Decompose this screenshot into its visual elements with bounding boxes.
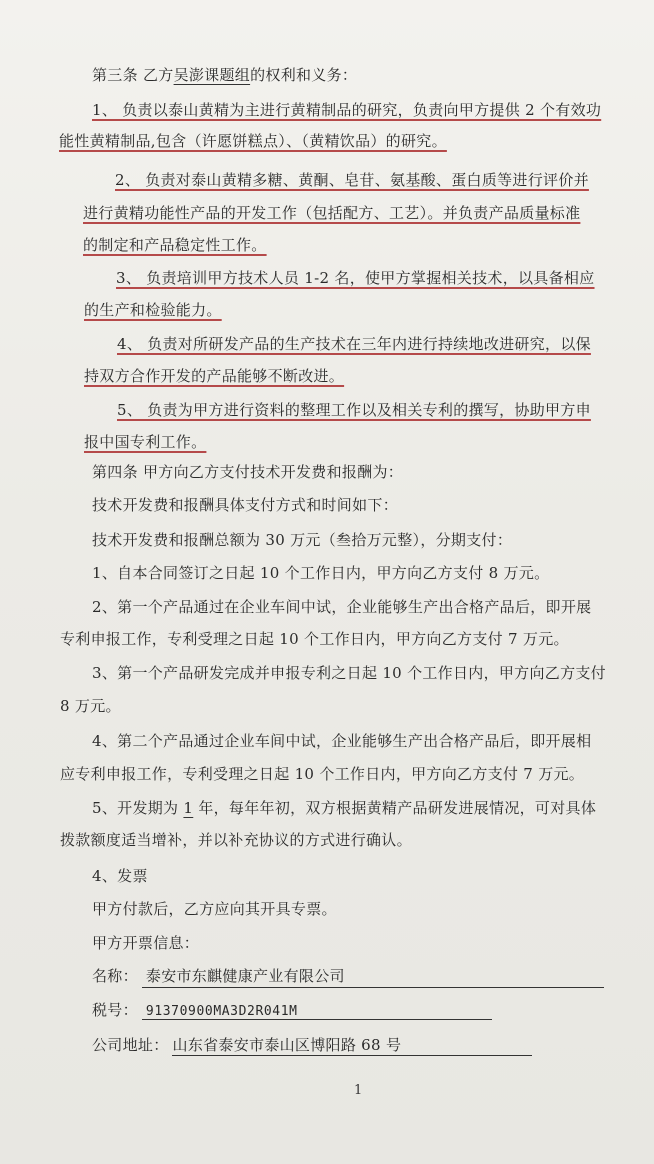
article4-title: 第四条 甲方向乙方支付技术开发费和报酬为： [92, 463, 404, 481]
article3-title [92, 65, 357, 85]
invoice-tax-rule [142, 1019, 492, 1020]
invoice-tax-value: 91370900MA3D2R041M [145, 1004, 298, 1019]
article3-title-prefix: 第三条 乙方 [92, 66, 174, 84]
invoice-address-value: 山东省泰安市泰山区博阳路 68 号 [172, 1036, 402, 1054]
invoice-line1: 甲方付款后，乙方应向其开具专票。 [92, 900, 337, 918]
article3-title-suffix: 的权利和义务： [250, 66, 358, 84]
article3-item1-line1: 1、 负责以泰山黄精为主进行黄精制品的研究，负责向甲方提供 2 个有效功 [92, 101, 602, 119]
p5-period-value: 1 [183, 799, 194, 817]
article4-p2-line1: 2、第一个产品通过在企业车间中试，企业能够生产出合格产品后，即开展 [92, 598, 592, 616]
invoice-title: 4、发票 [92, 867, 148, 885]
page-number: 1 [354, 1083, 363, 1098]
article3-item4-line1: 4、 负责对所研发产品的生产技术在三年内进行持续地改进研究，以保 [117, 335, 591, 353]
article4-p5-line2: 拨款额度适当增补，并以补充协议的方式进行确认。 [60, 831, 412, 849]
article3-item4-line2: 持双方合作开发的产品能够不断改进。 [84, 367, 345, 385]
invoice-tax-label: 税号： [92, 1001, 138, 1019]
article3-item5-line2: 报中国专利工作。 [84, 433, 207, 451]
article3-item5-line1: 5、 负责为甲方进行资料的整理工作以及相关专利的撰写，协助甲方申 [117, 401, 591, 419]
article4-p3-line2: 8 万元。 [60, 697, 121, 715]
invoice-address-rule [172, 1055, 532, 1056]
article3-item3-line1: 3、 负责培训甲方技术人员 1-2 名，使甲方掌握相关技术，以具备相应 [116, 269, 595, 287]
article3-item2-line3: 的制定和产品稳定性工作。 [83, 236, 267, 254]
article4-p2-line2: 专利申报工作，专利受理之日起 10 个工作日内，甲方向乙方支付 7 万元。 [60, 630, 569, 648]
invoice-name-value: 泰安市东麒健康产业有限公司 [145, 967, 345, 985]
article4-p5-line1 [92, 798, 596, 818]
article3-item1-line2: 能性黄精制品,包含（许愿饼糕点）、（黄精饮品）的研究。 [59, 132, 447, 150]
article3-item2-line2: 进行黄精功能性产品的开发工作（包括配方、工艺）。并负责产品质量标准 [83, 204, 581, 222]
article3-item3-line2: 的生产和检验能力。 [84, 301, 222, 319]
invoice-address-label: 公司地址： [92, 1036, 169, 1054]
article4-intro2: 技术开发费和报酬总额为 30 万元（叁拾万元整），分期支付： [92, 531, 513, 549]
article4-intro1: 技术开发费和报酬具体支付方式和时间如下： [92, 496, 399, 514]
p5-pre: 5、开发期为 [92, 799, 184, 817]
p5-post: 年，每年年初，双方根据黄精产品研发进展情况，可对具体 [193, 799, 597, 817]
article4-p3-line1: 3、第一个产品研发完成并申报专利之日起 10 个工作日内，甲方向乙方支付 [92, 664, 606, 682]
invoice-name [92, 966, 345, 986]
article4-p4-line2: 应专利申报工作，专利受理之日起 10 个工作日内，甲方向乙方支付 7 万元。 [60, 765, 585, 783]
invoice-name-label: 名称： [92, 967, 138, 985]
invoice-name-rule [142, 987, 604, 988]
article3-title-name: 吴澎课题组 [173, 66, 251, 84]
article4-p4-line1: 4、第二个产品通过企业车间中试，企业能够生产出合格产品后，即开展相 [92, 732, 592, 750]
article4-p1: 1、自本合同签订之日起 10 个工作日内，甲方向乙方支付 8 万元。 [92, 564, 550, 582]
invoice-address [92, 1035, 401, 1055]
invoice-line2: 甲方开票信息： [92, 934, 200, 952]
article3-item2-line1: 2、 负责对泰山黄精多糖、黄酮、皂苷、氨基酸、蛋白质等进行评价并 [115, 171, 589, 189]
